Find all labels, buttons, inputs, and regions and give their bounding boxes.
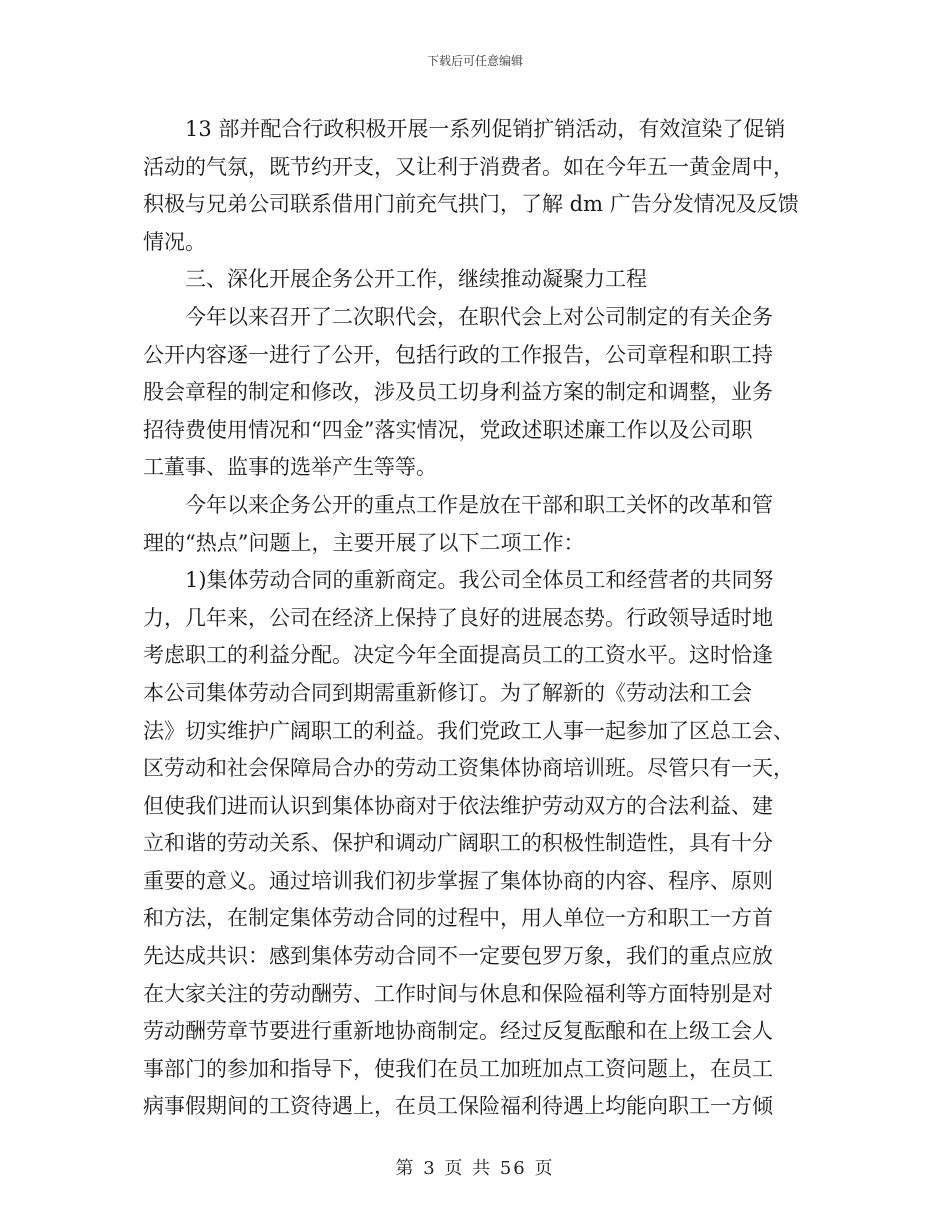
paragraph-line: 公开内容逐一进行了公开，包括行政的工作报告，公司章程和职工持 [143, 342, 773, 367]
page-header: 下载后可任意编辑 [426, 54, 523, 68]
paragraph-line: 法》切实维护广阔职工的利益。我们党政工人事一起参加了区总工会、 [143, 718, 794, 743]
paragraph-line: 积极与兄弟公司联系借用门前充气拱门，了解 dm 广告分发情况及反馈 [143, 192, 799, 217]
paragraph-line: 1)集体劳动合同的重新商定。我公司全体员工和经营者的共同努 [185, 568, 774, 593]
paragraph-line: 13 部并配合行政积极开展一系列促销扩销活动，有效渲染了促销 [185, 117, 786, 141]
paragraph-line: 和方法，在制定集体劳动合同的过程中，用人单位一方和职工一方首 [143, 906, 773, 931]
paragraph-line: 重要的意义。通过培训我们初步掌握了集体协商的内容、程序、原则 [143, 868, 773, 893]
paragraph-line: 今年以来企务公开的重点工作是放在干部和职工关怀的改革和管 [185, 492, 773, 517]
paragraph-line: 先达成共识：感到集体劳动合同不一定要包罗万象，我们的重点应放 [143, 944, 773, 969]
paragraph-line: 劳动酬劳章节要进行重新地协商制定。经过反复酝酿和在上级工会人 [143, 1019, 773, 1044]
paragraph-line: 事部门的参加和指导下，使我们在员工加班加点工资问题上，在员工 [143, 1056, 773, 1081]
paragraph-line: 今年以来召开了二次职代会，在职代会上对公司制定的有关企务 [185, 304, 773, 329]
paragraph-line: 力，几年来，公司在经济上保持了良好的进展态势。行政领导适时地 [143, 605, 773, 630]
paragraph-line: 在大家关注的劳动酬劳、工作时间与休息和保险福利等方面特别是对 [143, 981, 773, 1006]
paragraph-line: 理的“热点”问题上，主要开展了以下二项工作： [143, 530, 585, 555]
paragraph-line: 本公司集体劳动合同到期需重新修订。为了解新的《劳动法和工会 [143, 680, 752, 705]
paragraph-line: 工董事、监事的选举产生等等。 [143, 455, 437, 480]
page-number-footer: 第 3 页 共 56 页 [395, 1158, 555, 1179]
paragraph-line: 立和谐的劳动关系、保护和调动广阔职工的积极性制造性，具有十分 [143, 831, 773, 856]
paragraph-line: 活动的气氛，既节约开支，又让利于消费者。如在今年五一黄金周中， [143, 154, 794, 179]
paragraph-line: 股会章程的制定和修改，涉及员工切身利益方案的制定和调整，业务 [143, 380, 773, 405]
paragraph-line: 情况。 [143, 229, 206, 254]
section-heading: 三、深化开展企务公开工作，继续推动凝聚力工程 [185, 267, 647, 292]
paragraph-line: 考虑职工的利益分配。决定今年全面提高员工的工资水平。这时恰逢 [143, 643, 773, 668]
paragraph-line: 病事假期间的工资待遇上，在员工保险福利待遇上均能向职工一方倾 [143, 1094, 773, 1119]
document-body [143, 111, 806, 1126]
paragraph-line: 区劳动和社会保障局合办的劳动工资集体协商培训班。尽管只有一天， [143, 756, 794, 781]
paragraph-line: 但使我们进而认识到集体协商对于依法维护劳动双方的合法利益、建 [143, 793, 773, 818]
paragraph-line: 招待费使用情况和“四金”落实情况，党政述职述廉工作以及公司职 [143, 417, 753, 442]
